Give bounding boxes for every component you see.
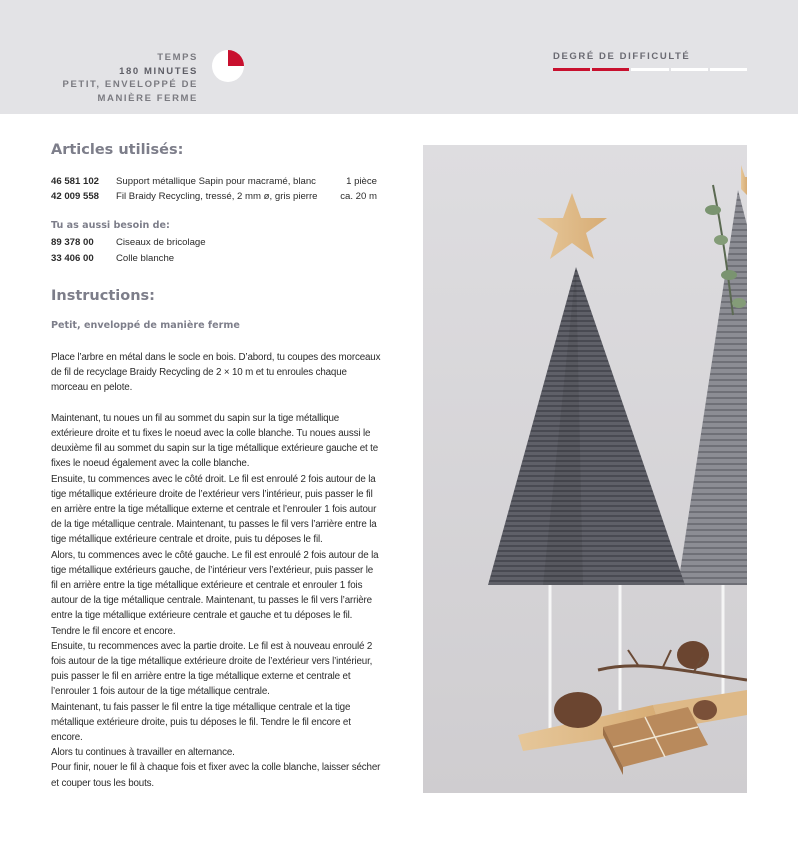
instructions-subtitle: Petit, enveloppé de manière ferme [51, 320, 240, 331]
materials-list [51, 174, 377, 204]
difficulty-segment [592, 68, 629, 71]
difficulty-segment [710, 68, 747, 71]
instruction-paragraph: Ensuite, tu commences avec le côté droit. Le fil est enroulé 2 fois autour de la tige métallique extérieure droite de l’extérieur vers l’intérieur, puis passer le fil en arrière entre la tige métallique externe et centrale et l’enrouler 1 fois autour de la tige métallique centrale. Maintenant, tu passes le fil vers l’arrière entre la tige métallique extérieure centrale et droite, puis tu déposes le fil. [51, 473, 377, 546]
article-quantity: ca. 20 m [340, 191, 377, 202]
variant-line-1: PETIT, ENVELOPPÉ DE [62, 79, 198, 90]
tool-code: 89 378 00 [51, 237, 94, 248]
tool-row [51, 251, 377, 267]
header-band [0, 0, 798, 114]
tools-list [51, 235, 377, 267]
material-row [51, 174, 377, 189]
time-info [63, 51, 198, 105]
tool-row [51, 235, 377, 251]
instructions-body [51, 350, 381, 791]
tool-description: Colle blanche [116, 253, 175, 264]
time-label: TEMPS [157, 52, 198, 63]
tool-code: 33 406 00 [51, 253, 94, 264]
time-value: 180 MINUTES [119, 65, 198, 77]
material-row [51, 189, 377, 204]
difficulty-segment [553, 68, 590, 71]
variant-line-2: MANIÈRE FERME [97, 92, 198, 104]
tool-description: Ciseaux de bricolage [116, 237, 206, 248]
instruction-paragraph: Place l’arbre en métal dans le socle en bois. D’abord, tu coupes des morceaux de fil de recyclage Braidy Recycling de 2 × 10 m et tu enroules chaque morceau en pelote. [51, 352, 381, 394]
article-code: 46 581 102 [51, 176, 100, 187]
instruction-paragraph: Alors tu continues à travailler en alternance. [51, 747, 235, 759]
instruction-paragraph: Maintenant, tu noues un fil au sommet du sapin sur la tige métallique extérieure droite et tu fixes le noeud avec la colle blanche. Tu noues aussi le deuxième fil au sommet du sapin sur la tige métallique extérieure gauche et te fixes le noeud également avec la colle blanche. [51, 412, 379, 470]
article-description: Fil Braidy Recycling, tressé, 2 mm ø, gris pierre [116, 191, 318, 202]
article-quantity: 1 pièce [346, 176, 377, 187]
difficulty-segment [671, 68, 708, 71]
difficulty-label: DEGRÉ DE DIFFICULTÉ [553, 51, 691, 62]
instruction-paragraph: Alors, tu commences avec le côté gauche. Le fil est enroulé 2 fois autour de la tige métallique extérieurs gauche, de l’intérieur vers l’extérieur, puis passer le fil en arrière entre la tige métallique extérieure et centrale et enrouler 1 fois autour de la tige métallique centrale. Maintenant, tu passes le fil vers l’arrière entre la tige métallique extérieure centrale et gauche et tu déposes le fil. Tendre le fil encore et encore. [51, 549, 379, 637]
article-description: Support métallique Sapin pour macramé, blanc [116, 176, 316, 187]
product-photo [423, 145, 747, 793]
materials-title: Articles utilisés: [51, 142, 184, 158]
instruction-paragraph: Ensuite, tu recommences avec la partie droite. Le fil est à nouveau enroulé 2 fois autour de la tige métallique extérieure droite de l’extérieur vers l’intérieur, puis passer le fil en arrière entre la tige métallique externe et centrale et l’enrouler 1 fois autour de la tige métallique centrale. [51, 640, 373, 698]
clock-icon [211, 49, 245, 83]
difficulty-meter [553, 68, 747, 71]
tools-title: Tu as aussi besoin de: [51, 220, 170, 231]
instruction-paragraph: Pour finir, nouer le fil à chaque fois et fixer avec la colle blanche, laisser sécher et couper tous les bouts. [51, 762, 381, 789]
instruction-paragraph: Maintenant, tu fais passer le fil entre la tige métallique centrale et la tige métallique extérieure droite, puis tu déposes le fil. Tendre le fil encore et encore. [51, 701, 351, 744]
difficulty-segment [631, 68, 668, 71]
article-code: 42 009 558 [51, 191, 100, 202]
instructions-title: Instructions: [51, 288, 155, 304]
